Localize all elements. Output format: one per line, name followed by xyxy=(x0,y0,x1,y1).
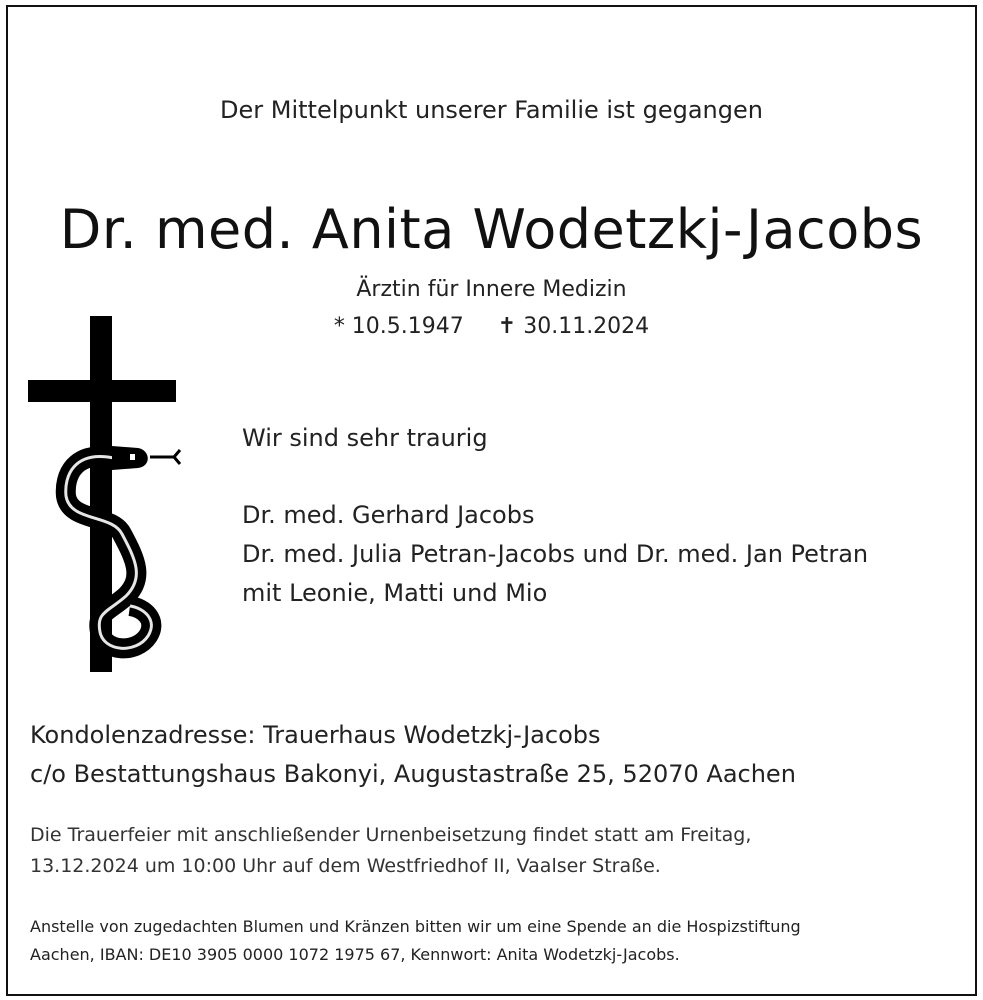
mourners-block xyxy=(242,419,868,613)
ceremony-line: Die Trauerfeier mit anschließender Urnenbeisetzung findet statt am Freitag, xyxy=(30,824,752,846)
asclepius-cross-icon xyxy=(26,316,182,676)
tagline: Der Mittelpunkt unserer Familie ist gegangen xyxy=(220,96,763,124)
donation-line: Aachen, IBAN: DE10 3905 0000 1072 1975 67, Kennwort: Anita Wodetzkj-Jacobs. xyxy=(30,945,680,964)
snake-eye xyxy=(130,454,135,460)
deceased-name: Dr. med. Anita Wodetzkj-Jacobs xyxy=(59,198,924,261)
mourners-intro: Wir sind sehr traurig xyxy=(242,424,488,452)
profession: Ärztin für Innere Medizin xyxy=(356,277,627,302)
condolence-address xyxy=(30,716,796,794)
snake-tongue xyxy=(150,450,180,464)
donation-info xyxy=(30,913,801,969)
snake-head xyxy=(112,446,148,470)
birth-date: * 10.5.1947 xyxy=(333,314,464,339)
ceremony-line: 13.12.2024 um 10:00 Uhr auf dem Westfriedhof II, Vaalser Straße. xyxy=(30,855,661,877)
address-line: Kondolenzadresse: Trauerhaus Wodetzkj-Jacobs xyxy=(30,721,601,749)
death-date: ✝ 30.11.2024 xyxy=(497,314,650,339)
ceremony-info xyxy=(30,820,751,882)
donation-line: Anstelle von zugedachten Blumen und Kränzen bitten wir um eine Spende an die Hospizstiftung xyxy=(30,917,801,936)
mourner-line: mit Leonie, Matti und Mio xyxy=(242,579,548,607)
address-line: c/o Bestattungshaus Bakonyi, Augustastraße 25, 52070 Aachen xyxy=(30,760,796,788)
mourner-line: Dr. med. Gerhard Jacobs xyxy=(242,501,535,529)
cross-horizontal xyxy=(28,380,176,402)
mourner-line: Dr. med. Julia Petran-Jacobs und Dr. med. Jan Petran xyxy=(242,540,869,568)
